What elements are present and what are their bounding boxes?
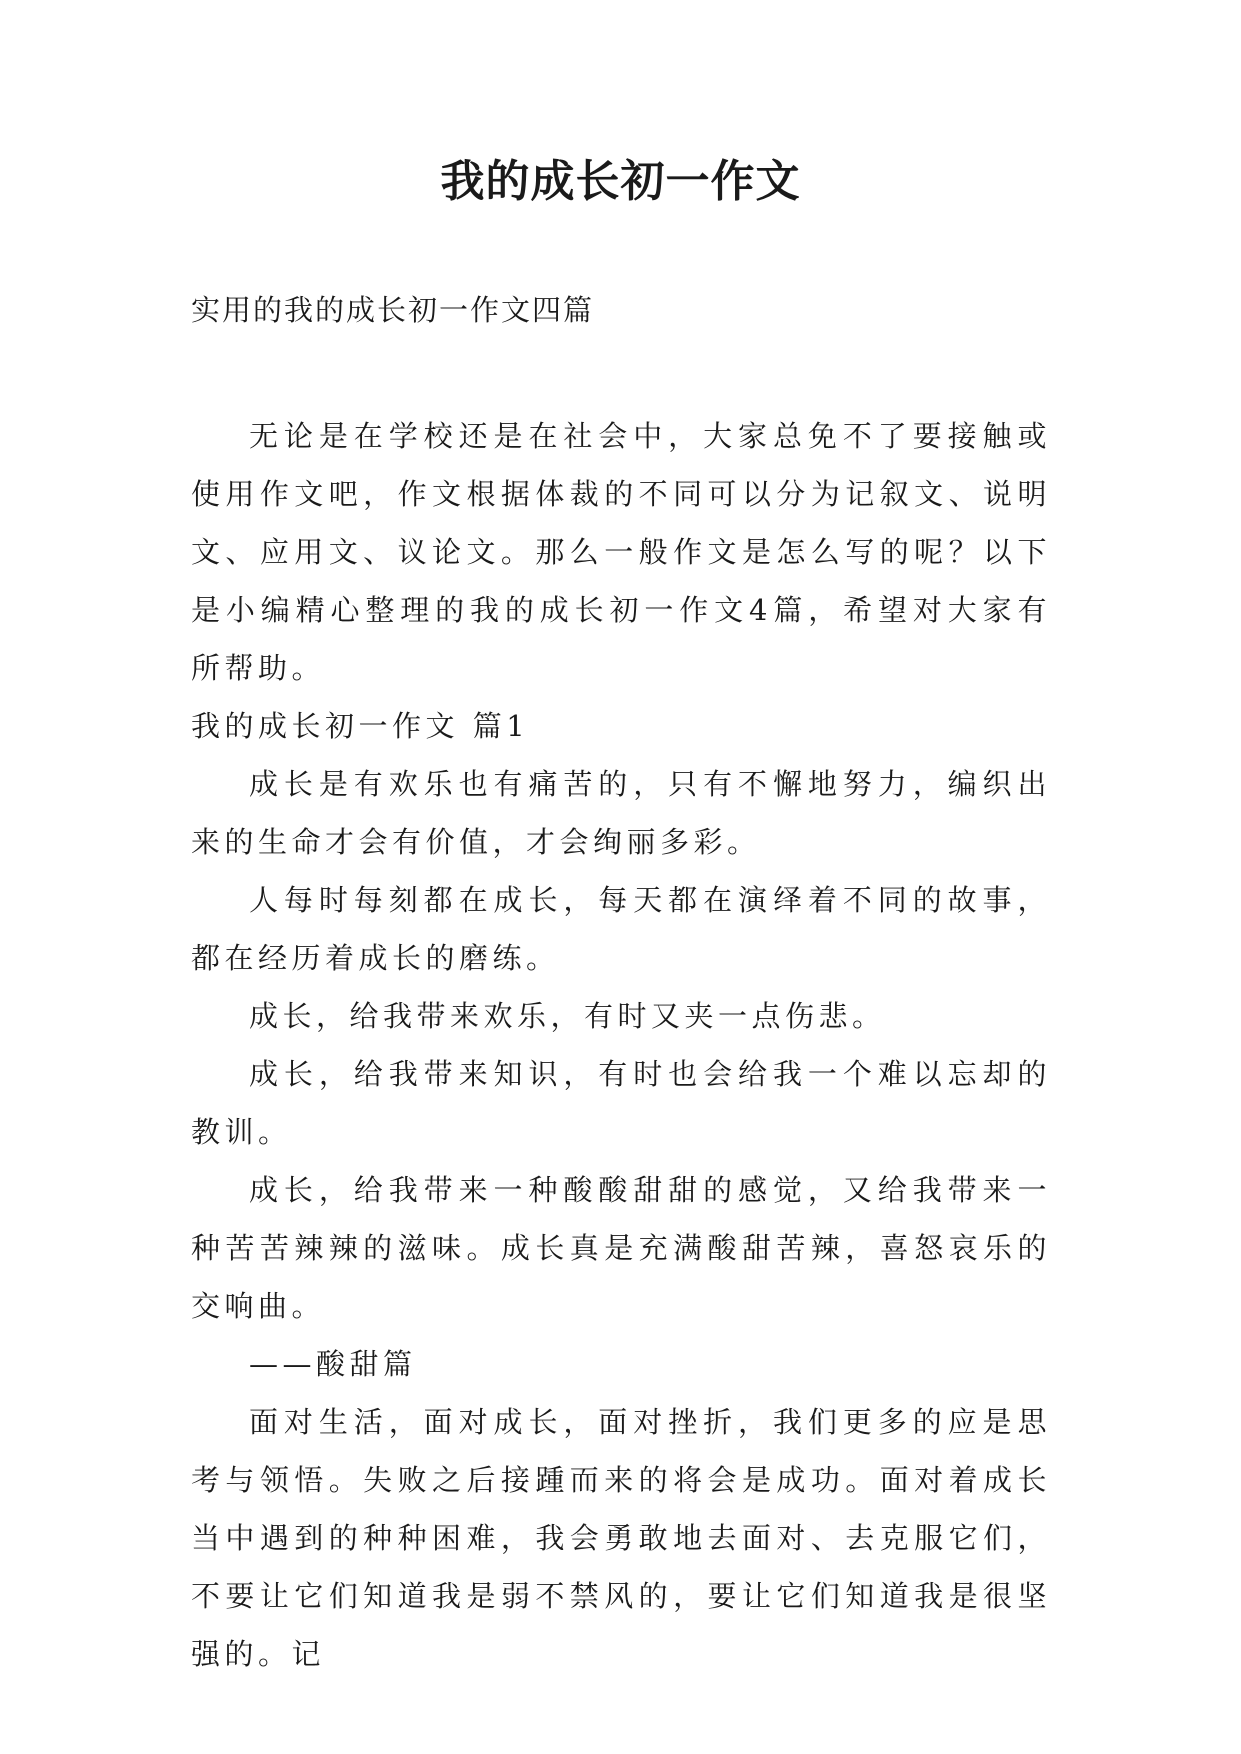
intro-paragraph: 无论是在学校还是在社会中，大家总免不了要接触或使用作文吧，作文根据体裁的不同可以分为记叙文、说明文、应用文、议论文。那么一般作文是怎么写的呢？以下是小编精心整理的我的成长初一作文4篇，希望对大家有所帮助。: [191, 419, 1051, 685]
body-paragraph: 成长是有欢乐也有痛苦的，只有不懈地努力，编织出来的生命才会有价值，才会绚丽多彩。: [191, 767, 1051, 859]
subsection-label: ——酸甜篇: [249, 1347, 417, 1381]
document-body: [191, 407, 1051, 1683]
document-subtitle: 实用的我的成长初一作文四篇: [191, 293, 595, 327]
document-title: 我的成长初一作文: [440, 156, 801, 207]
body-paragraph: 人每时每刻都在成长，每天都在演绎着不同的故事，都在经历着成长的磨练。: [191, 883, 1051, 975]
body-paragraph: 面对生活，面对成长，面对挫折，我们更多的应是思考与领悟。失败之后接踵而来的将会是成功。面对着成长当中遇到的种种困难，我会勇敢地去面对、去克服它们，不要让它们知道我是弱不禁风的，要让它们知道我是很坚强的。记: [191, 1405, 1051, 1671]
body-paragraph: 成长，给我带来知识，有时也会给我一个难以忘却的教训。: [191, 1057, 1051, 1149]
body-paragraph: 成长，给我带来欢乐，有时又夹一点伤悲。: [249, 999, 886, 1033]
body-paragraph: 成长，给我带来一种酸酸甜甜的感觉，又给我带来一种苦苦辣辣的滋味。成长真是充满酸甜苦辣，喜怒哀乐的交响曲。: [191, 1173, 1051, 1323]
section-heading: 我的成长初一作文 篇1: [191, 709, 530, 743]
